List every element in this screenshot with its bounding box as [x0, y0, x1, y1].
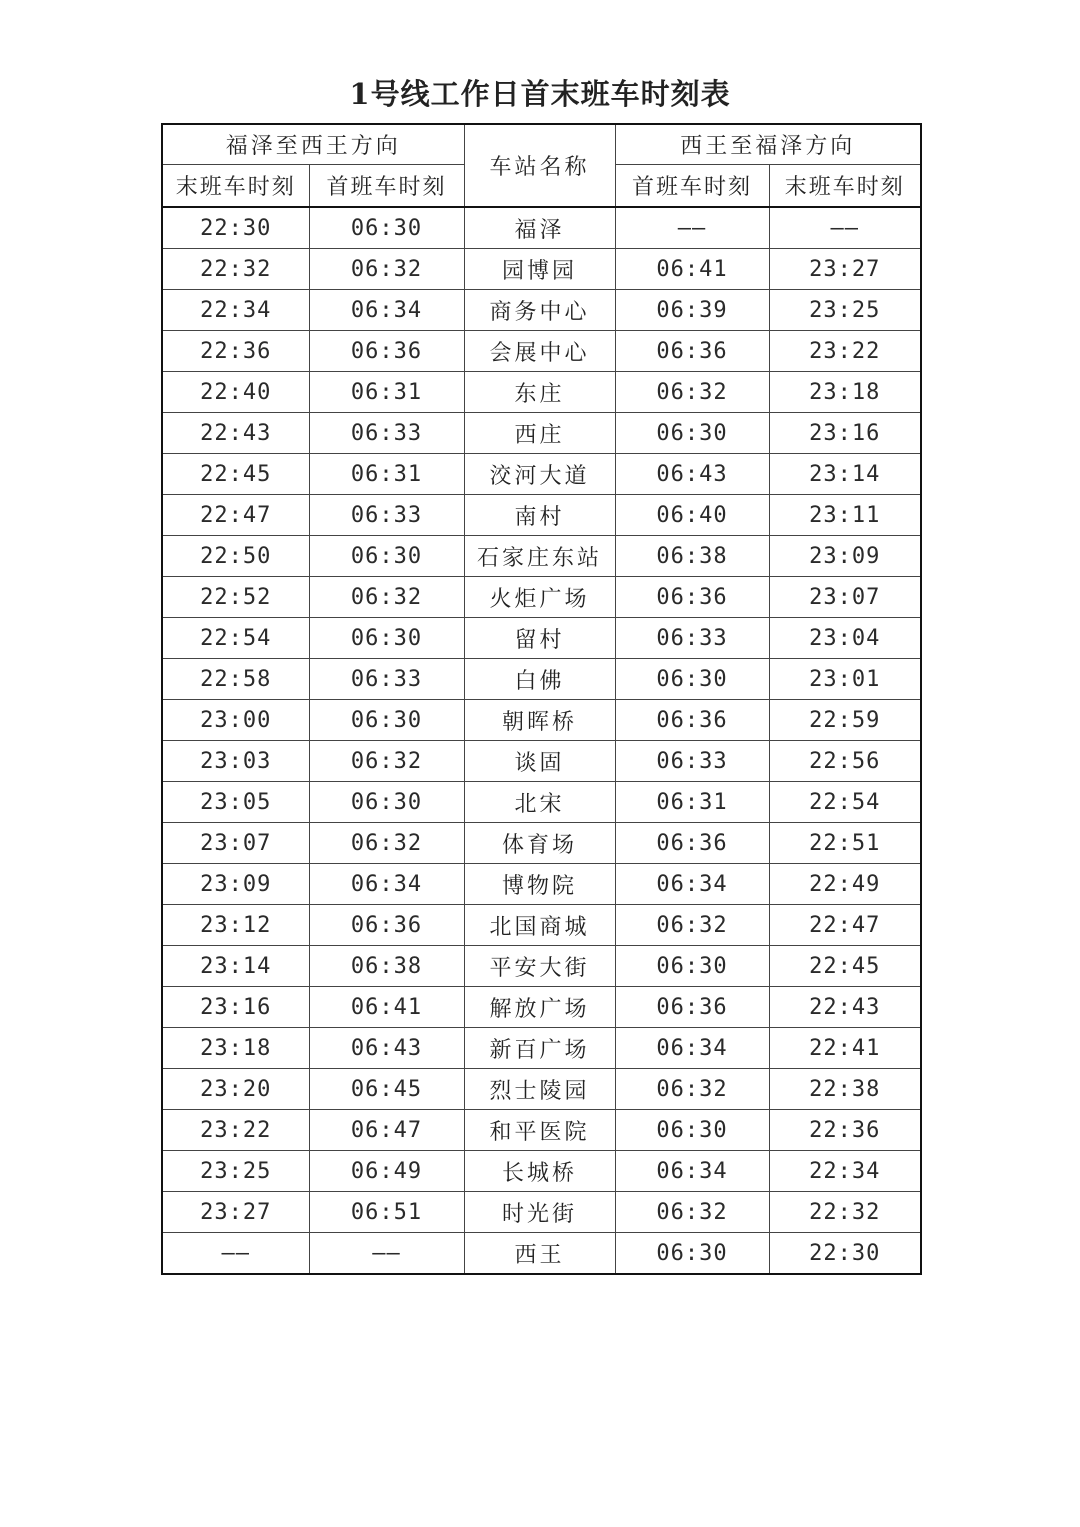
b-first-time-cell: 06:30 — [615, 1110, 769, 1151]
b-last-time-cell: 23:27 — [769, 249, 921, 290]
table-row — [162, 1151, 921, 1192]
b-last-time-cell: 22:36 — [769, 1110, 921, 1151]
a-last-time-cell: 22:58 — [162, 659, 309, 700]
timetable — [161, 123, 922, 1275]
a-last-time-cell: 22:50 — [162, 536, 309, 577]
a-last-time-cell: 23:25 — [162, 1151, 309, 1192]
b-last-time-cell: 22:54 — [769, 782, 921, 823]
b-last-time-cell: 23:14 — [769, 454, 921, 495]
b-last-time-cell: 23:18 — [769, 372, 921, 413]
table-row — [162, 249, 921, 290]
page-title: 1号线工作日首末班车时刻表 — [349, 77, 731, 111]
a-first-time-cell: 06:30 — [309, 536, 464, 577]
b-last-time-cell: 22:49 — [769, 864, 921, 905]
table-row — [162, 536, 921, 577]
table-row — [162, 700, 921, 741]
b-first-time-cell: 06:33 — [615, 741, 769, 782]
a-last-header: 末班车时刻 — [162, 165, 309, 208]
station-name-cell: 朝晖桥 — [464, 700, 615, 741]
a-first-time-cell: —— — [309, 1233, 464, 1275]
station-name-cell: 新百广场 — [464, 1028, 615, 1069]
station-name-cell: 石家庄东站 — [464, 536, 615, 577]
a-last-time-cell: 23:27 — [162, 1192, 309, 1233]
b-first-time-cell: 06:34 — [615, 864, 769, 905]
a-first-header: 首班车时刻 — [309, 165, 464, 208]
a-first-time-cell: 06:32 — [309, 823, 464, 864]
a-first-time-cell: 06:41 — [309, 987, 464, 1028]
direction-a-header: 福泽至西王方向 — [162, 124, 464, 165]
b-first-time-cell: 06:34 — [615, 1028, 769, 1069]
b-last-header: 末班车时刻 — [769, 165, 921, 208]
a-last-time-cell: 23:16 — [162, 987, 309, 1028]
station-name-header: 车站名称 — [464, 124, 615, 207]
table-row — [162, 1110, 921, 1151]
b-last-time-cell: 23:01 — [769, 659, 921, 700]
b-last-time-cell: 22:47 — [769, 905, 921, 946]
b-first-time-cell: 06:30 — [615, 1233, 769, 1275]
station-name-cell: 白佛 — [464, 659, 615, 700]
station-name-cell: 长城桥 — [464, 1151, 615, 1192]
b-last-time-cell: 23:22 — [769, 331, 921, 372]
b-last-time-cell: 23:25 — [769, 290, 921, 331]
station-name-cell: 体育场 — [464, 823, 615, 864]
table-row — [162, 659, 921, 700]
b-last-time-cell: 23:16 — [769, 413, 921, 454]
table-row — [162, 331, 921, 372]
a-first-time-cell: 06:32 — [309, 577, 464, 618]
table-row — [162, 290, 921, 331]
station-name-cell: 烈士陵园 — [464, 1069, 615, 1110]
b-first-time-cell: 06:41 — [615, 249, 769, 290]
station-name-cell: 谈固 — [464, 741, 615, 782]
table-row — [162, 1028, 921, 1069]
table-row — [162, 372, 921, 413]
b-first-time-cell: 06:32 — [615, 905, 769, 946]
b-first-time-cell: 06:32 — [615, 372, 769, 413]
b-first-time-cell: 06:30 — [615, 946, 769, 987]
a-first-time-cell: 06:49 — [309, 1151, 464, 1192]
a-first-time-cell: 06:31 — [309, 454, 464, 495]
station-name-cell: 西庄 — [464, 413, 615, 454]
b-last-time-cell: 22:41 — [769, 1028, 921, 1069]
b-last-time-cell: 22:30 — [769, 1233, 921, 1275]
a-last-time-cell: 23:00 — [162, 700, 309, 741]
station-name-cell: 福泽 — [464, 207, 615, 249]
a-last-time-cell: 22:54 — [162, 618, 309, 659]
a-first-time-cell: 06:51 — [309, 1192, 464, 1233]
a-last-time-cell: 22:40 — [162, 372, 309, 413]
station-name-cell: 东庄 — [464, 372, 615, 413]
a-last-time-cell: 23:09 — [162, 864, 309, 905]
table-row — [162, 782, 921, 823]
b-last-time-cell: —— — [769, 207, 921, 249]
b-last-time-cell: 22:56 — [769, 741, 921, 782]
station-name-cell: 北宋 — [464, 782, 615, 823]
station-name-cell: 留村 — [464, 618, 615, 659]
a-first-time-cell: 06:33 — [309, 413, 464, 454]
table-row — [162, 1069, 921, 1110]
station-name-cell: 园博园 — [464, 249, 615, 290]
table-row — [162, 495, 921, 536]
a-last-time-cell: 22:52 — [162, 577, 309, 618]
station-name-cell: 火炬广场 — [464, 577, 615, 618]
b-first-time-cell: 06:36 — [615, 577, 769, 618]
a-last-time-cell: 23:07 — [162, 823, 309, 864]
a-last-time-cell: 22:43 — [162, 413, 309, 454]
b-last-time-cell: 22:34 — [769, 1151, 921, 1192]
b-first-time-cell: 06:32 — [615, 1069, 769, 1110]
b-first-time-cell: 06:34 — [615, 1151, 769, 1192]
a-first-time-cell: 06:36 — [309, 905, 464, 946]
a-first-time-cell: 06:30 — [309, 618, 464, 659]
a-first-time-cell: 06:31 — [309, 372, 464, 413]
b-first-time-cell: 06:30 — [615, 413, 769, 454]
a-first-time-cell: 06:36 — [309, 331, 464, 372]
a-last-time-cell: 22:30 — [162, 207, 309, 249]
table-row — [162, 1192, 921, 1233]
table-row — [162, 987, 921, 1028]
table-row — [162, 823, 921, 864]
station-name-cell: 西王 — [464, 1233, 615, 1275]
timetable-header — [162, 124, 921, 207]
station-name-cell: 会展中心 — [464, 331, 615, 372]
table-row — [162, 1233, 921, 1275]
b-first-time-cell: 06:36 — [615, 987, 769, 1028]
b-last-time-cell: 23:09 — [769, 536, 921, 577]
a-last-time-cell: 22:32 — [162, 249, 309, 290]
table-row — [162, 864, 921, 905]
station-name-cell: 和平医院 — [464, 1110, 615, 1151]
b-last-time-cell: 22:45 — [769, 946, 921, 987]
table-row — [162, 905, 921, 946]
a-last-time-cell: —— — [162, 1233, 309, 1275]
a-last-time-cell: 23:03 — [162, 741, 309, 782]
b-first-time-cell: 06:30 — [615, 659, 769, 700]
direction-b-header: 西王至福泽方向 — [615, 124, 921, 165]
a-last-time-cell: 23:12 — [162, 905, 309, 946]
b-first-time-cell: 06:33 — [615, 618, 769, 659]
station-name-cell: 南村 — [464, 495, 615, 536]
a-first-time-cell: 06:34 — [309, 864, 464, 905]
b-first-time-cell: —— — [615, 207, 769, 249]
header-row-directions — [162, 124, 921, 165]
b-first-time-cell: 06:32 — [615, 1192, 769, 1233]
b-first-time-cell: 06:36 — [615, 331, 769, 372]
b-last-time-cell: 22:59 — [769, 700, 921, 741]
a-first-time-cell: 06:30 — [309, 207, 464, 249]
station-name-cell: 洨河大道 — [464, 454, 615, 495]
table-row — [162, 741, 921, 782]
a-first-time-cell: 06:38 — [309, 946, 464, 987]
a-first-time-cell: 06:45 — [309, 1069, 464, 1110]
table-row — [162, 413, 921, 454]
table-row — [162, 454, 921, 495]
a-last-time-cell: 23:05 — [162, 782, 309, 823]
a-first-time-cell: 06:47 — [309, 1110, 464, 1151]
b-last-time-cell: 23:07 — [769, 577, 921, 618]
b-first-time-cell: 06:36 — [615, 823, 769, 864]
a-first-time-cell: 06:43 — [309, 1028, 464, 1069]
station-name-cell: 商务中心 — [464, 290, 615, 331]
b-first-time-cell: 06:38 — [615, 536, 769, 577]
b-first-header: 首班车时刻 — [615, 165, 769, 208]
a-last-time-cell: 22:47 — [162, 495, 309, 536]
b-last-time-cell: 22:43 — [769, 987, 921, 1028]
station-name-cell: 北国商城 — [464, 905, 615, 946]
a-last-time-cell: 23:22 — [162, 1110, 309, 1151]
a-last-time-cell: 22:45 — [162, 454, 309, 495]
a-last-time-cell: 22:36 — [162, 331, 309, 372]
a-last-time-cell: 23:14 — [162, 946, 309, 987]
b-first-time-cell: 06:43 — [615, 454, 769, 495]
table-row — [162, 946, 921, 987]
a-first-time-cell: 06:33 — [309, 495, 464, 536]
b-first-time-cell: 06:39 — [615, 290, 769, 331]
table-row — [162, 618, 921, 659]
table-row — [162, 207, 921, 249]
b-last-time-cell: 22:32 — [769, 1192, 921, 1233]
a-first-time-cell: 06:33 — [309, 659, 464, 700]
a-last-time-cell: 23:18 — [162, 1028, 309, 1069]
a-first-time-cell: 06:34 — [309, 290, 464, 331]
table-row — [162, 577, 921, 618]
a-first-time-cell: 06:30 — [309, 782, 464, 823]
b-first-time-cell: 06:31 — [615, 782, 769, 823]
station-name-cell: 平安大街 — [464, 946, 615, 987]
timetable-body — [162, 207, 921, 1274]
a-first-time-cell: 06:32 — [309, 249, 464, 290]
a-last-time-cell: 22:34 — [162, 290, 309, 331]
b-last-time-cell: 23:04 — [769, 618, 921, 659]
b-last-time-cell: 23:11 — [769, 495, 921, 536]
b-last-time-cell: 22:51 — [769, 823, 921, 864]
b-first-time-cell: 06:40 — [615, 495, 769, 536]
station-name-cell: 博物院 — [464, 864, 615, 905]
station-name-cell: 解放广场 — [464, 987, 615, 1028]
station-name-cell: 时光街 — [464, 1192, 615, 1233]
a-first-time-cell: 06:30 — [309, 700, 464, 741]
b-last-time-cell: 22:38 — [769, 1069, 921, 1110]
a-last-time-cell: 23:20 — [162, 1069, 309, 1110]
b-first-time-cell: 06:36 — [615, 700, 769, 741]
a-first-time-cell: 06:32 — [309, 741, 464, 782]
